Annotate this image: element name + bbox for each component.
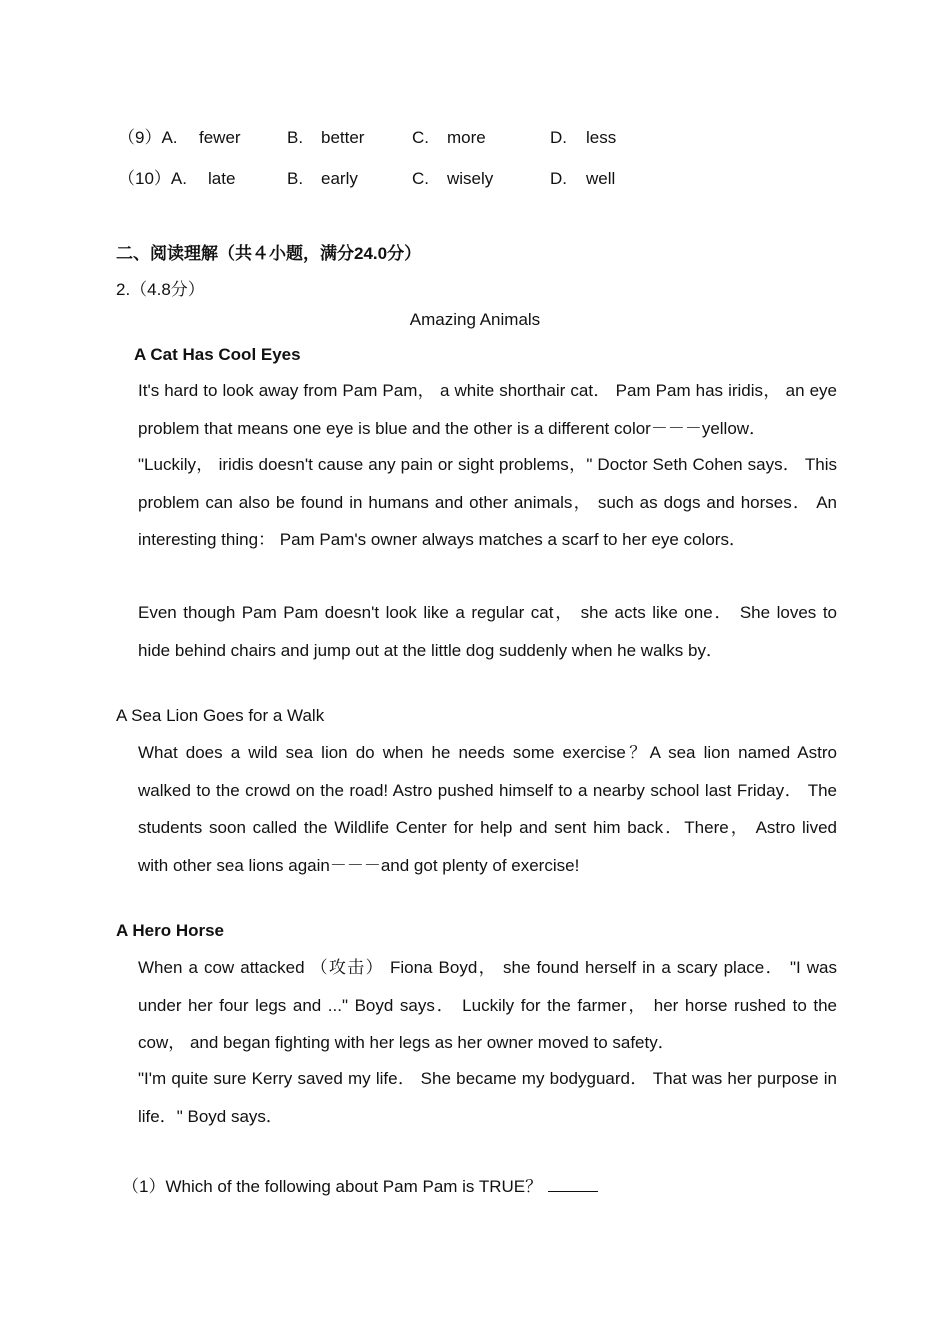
cat-paragraph-2: "Luckily， iridis doesn't cause any pain or sight problems，" Doctor Seth Cohen says． This problem can also be found in humans and other animals， such as dogs and horses． An interesting thing： Pam Pam's owner always matches a scarf to her eye colors．: [138, 455, 837, 549]
option-b-label: B.: [287, 169, 304, 188]
sealion-heading: A Sea Lion Goes for a Walk: [116, 706, 325, 725]
horse-paragraph-2: "I'm quite sure Kerry saved my life． She became my bodyguard． That was her purpose in life．" Boyd says．: [138, 1069, 837, 1126]
option-c-label: C.: [412, 169, 429, 188]
question-1: [122, 1172, 598, 1197]
horse-paragraph-1: When a cow attacked （攻击） Fiona Boyd， she found herself in a scary place． "I was under her four legs and ..." Boyd says． Luckily for the farmer， her horse rushed to the cow， and began fighting with her legs as her owner moved to safety．: [138, 958, 837, 1052]
option-row-9: [118, 126, 818, 150]
option-a: late: [208, 169, 236, 188]
option-row-10: [118, 167, 818, 191]
option-number: （10）A.: [118, 169, 187, 188]
option-c: more: [447, 128, 486, 147]
option-d-label: D.: [550, 128, 567, 147]
option-b: early: [321, 169, 358, 188]
section-heading: 二、阅读理解（共４小题，满分24.0分）: [116, 244, 422, 263]
passage-title: Amazing Animals: [409, 310, 541, 329]
cat-paragraph-3: Even though Pam Pam doesn't look like a regular cat， she acts like one． She loves to hide behind chairs and jump out at the little dog suddenly when he walks by．: [138, 603, 837, 660]
option-b: better: [321, 128, 365, 147]
horse-heading: A Hero Horse: [116, 921, 225, 940]
option-c: wisely: [447, 169, 494, 188]
option-d: well: [586, 169, 616, 188]
option-d-label: D.: [550, 169, 567, 188]
sealion-paragraph-1: What does a wild sea lion do when he needs some exercise？A sea lion named Astro walked to the crowd on the road! Astro pushed himself to a nearby school last Friday． The students soon called the Wildlife Center for help and sent him back．There， Astro lived with other sea lions again－－－and got plenty of exercise!: [138, 743, 837, 875]
option-d: less: [586, 128, 617, 147]
question-1-text: （1）Which of the following about Pam Pam is TRUE？: [122, 1177, 543, 1196]
option-c-label: C.: [412, 128, 429, 147]
question-number: 2.（4.8分）: [116, 280, 205, 299]
option-b-label: B.: [287, 128, 304, 147]
cat-heading: A Cat Has Cool Eyes: [134, 345, 301, 364]
option-number: （9）A.: [118, 128, 178, 147]
option-a: fewer: [199, 128, 241, 147]
answer-blank[interactable]: [548, 1177, 598, 1192]
cat-paragraph-1: It's hard to look away from Pam Pam， a white shorthair cat． Pam Pam has iridis， an eye problem that means one eye is blue and the other is a different color－－－yellow．: [138, 381, 837, 438]
